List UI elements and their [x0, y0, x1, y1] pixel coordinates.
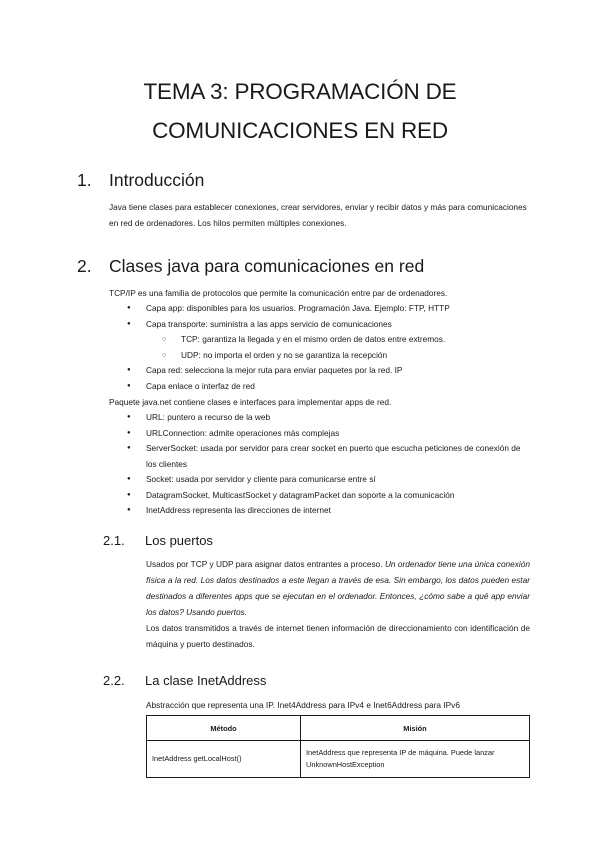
table-row [147, 741, 530, 778]
sub-list-item: ○ TCP: garantiza la llegada y en el mismo orden de datos entre extremos. [127, 332, 537, 348]
ports-text-italic: Un ordenador tiene una única conexión física a la red. Los datos destinados a este llegan a través de esa. Sin embargo, los datos pueden estar destinados a diferentes apps que se ejecutan en el ordenador. Entonces, ¿cómo sabe a qué app enviar los datos? Usando puertos. [146, 559, 531, 617]
table-header-row [147, 716, 530, 741]
column-header-method: Método [147, 716, 301, 741]
java-net-intro: Paquete java.net contiene clases e interfaces para implementar apps de red. [109, 397, 392, 407]
column-header-mision: Misión [301, 716, 530, 741]
list-item: ● Capa red: selecciona la mejor ruta para enviar paquetes por la red. IP [127, 363, 537, 379]
methods-table [146, 715, 530, 778]
list-item: ● URL: puntero a recurso de la web [127, 410, 532, 426]
list-item: ● Socket: usada por servidor y cliente para comunicarse entre sí [127, 472, 532, 488]
section-1-number: 1. [77, 170, 92, 190]
section-2-2-title: La clase InetAddress [145, 673, 267, 688]
ports-paragraph-2: Los datos transmitidos a través de internet tienen información de direccionamiento con identificación de máquina y puerto destinados. [146, 623, 530, 649]
list-item: ● Capa enlace o interfaz de red [127, 379, 537, 395]
section-2-2-number: 2.2. [103, 673, 125, 688]
java-net-classes-list [127, 410, 532, 519]
section-2-number: 2. [77, 256, 92, 276]
section-1-text: Java tiene clases para establecer conexiones, crear servidores, enviar y recibir datos y más para comunicaciones en red de ordenadores. Los hilos permiten múltiples conexiones. [109, 202, 527, 228]
protocol-layers-list [127, 301, 537, 394]
list-item: ● DatagramSocket, MulticastSocket y datagramPacket dan soporte a la comunicación [127, 488, 532, 504]
list-item: ● InetAddress representa las direcciones de internet [127, 503, 532, 519]
section-1-title: Introducción [109, 170, 205, 190]
section-1-heading [77, 169, 204, 191]
section-2-1-heading [103, 532, 213, 550]
table-cell-mision: InetAddress que representa IP de máquina. Puede lanzar UnknownHostException [301, 741, 530, 778]
section-2-intro: TCP/IP es una familia de protocolos que permite la comunicación entre par de ordenadores. [109, 288, 448, 298]
list-item: ● Capa transporte: suministra a las apps servicio de comunicaciones [127, 317, 537, 333]
section-2-title: Clases java para comunicaciones en red [109, 256, 425, 276]
sub-list-item: ○ UDP: no importa el orden y no se garantiza la recepción [127, 348, 537, 364]
list-item: ● URLConnection: admite operaciones más complejas [127, 426, 532, 442]
table-cell-method: InetAddress getLocalHost() [147, 741, 301, 778]
inetaddress-text: Abstracción que representa una IP. Inet4Address para IPv4 e Inet6Address para IPv6 [146, 700, 460, 710]
section-2-1-number: 2.1. [103, 533, 125, 548]
document-title [60, 72, 540, 150]
list-item: ● ServerSocket: usada por servidor para crear socket en puerto que escucha peticiones de conexión de los clientes [127, 441, 532, 472]
section-2-2-heading [103, 672, 266, 690]
section-2-heading [77, 255, 424, 277]
ports-paragraph-1 [146, 556, 530, 620]
list-item: ● Capa app: disponibles para los usuarios. Programación Java. Ejemplo: FTP, HTTP [127, 301, 537, 317]
ports-text-normal: Usados por TCP y UDP para asignar datos entrantes a proceso. [146, 559, 385, 569]
title-line-2: COMUNICACIONES EN RED [152, 118, 448, 143]
section-2-1-title: Los puertos [145, 533, 213, 548]
title-line-1: TEMA 3: PROGRAMACIÓN DE [143, 79, 457, 104]
